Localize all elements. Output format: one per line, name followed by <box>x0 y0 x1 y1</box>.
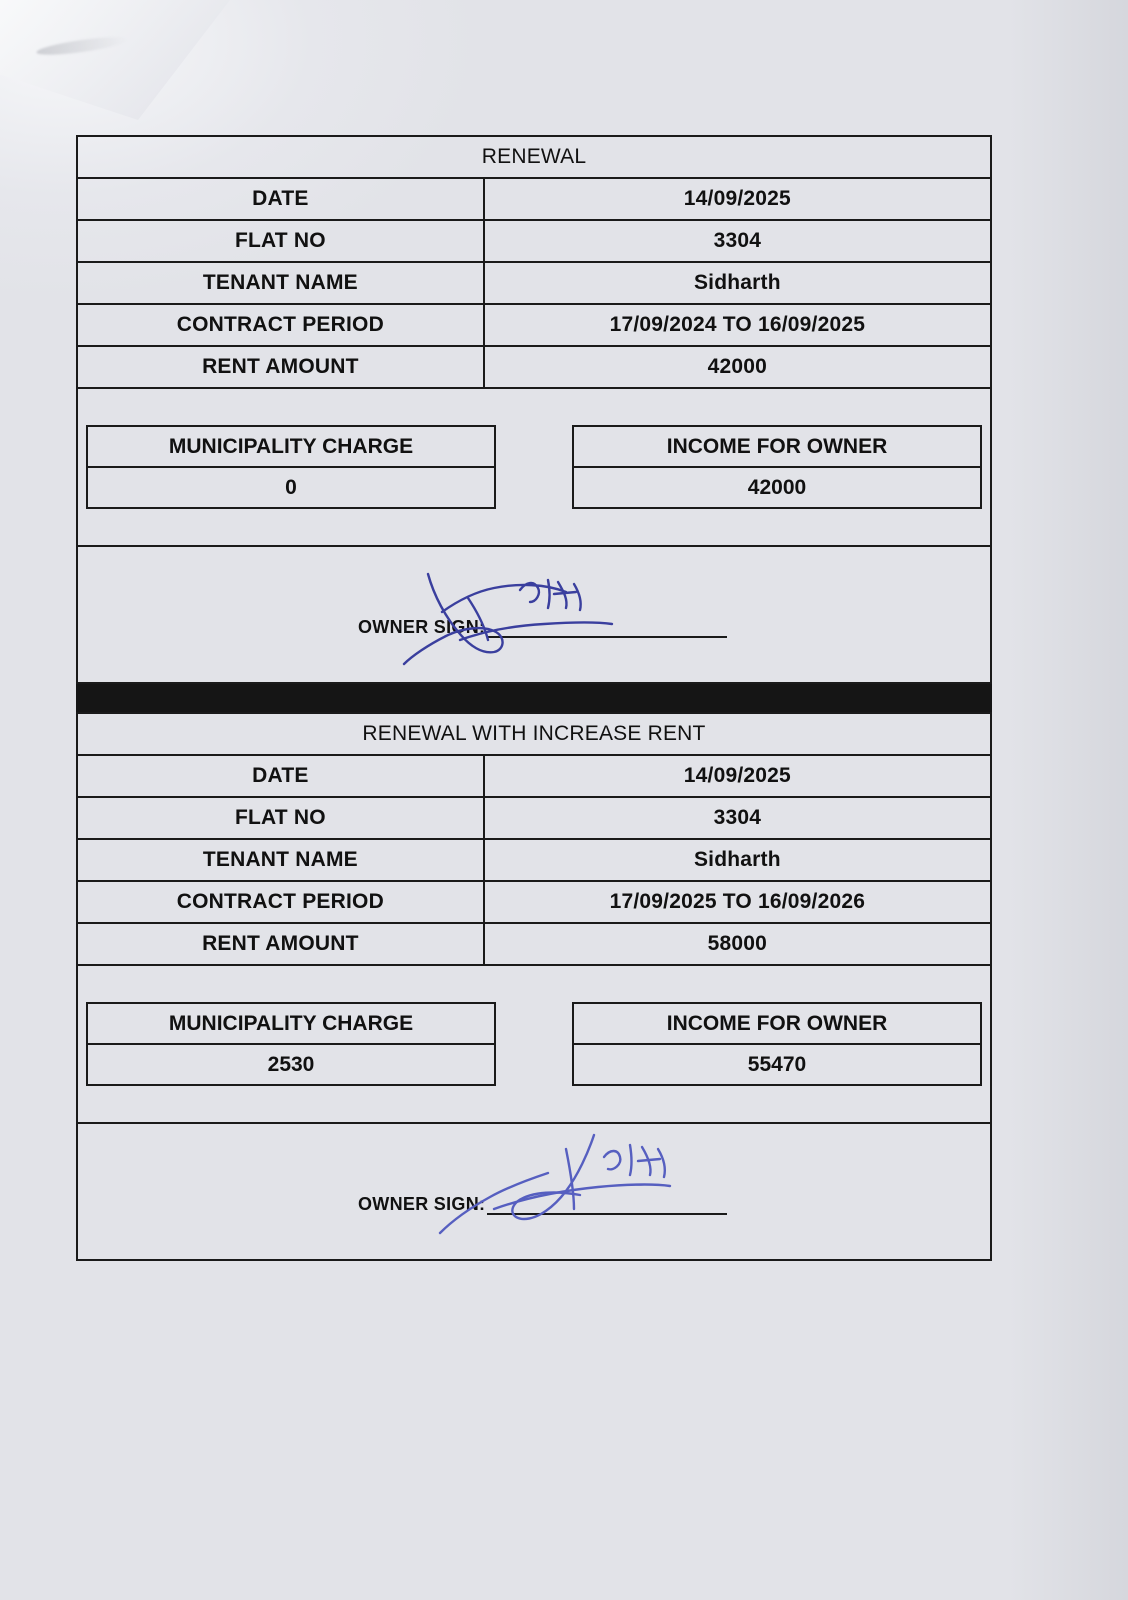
table-row <box>87 1003 495 1044</box>
row-value-flat-no: 3304 <box>484 220 991 262</box>
municipality-charge-value: 0 <box>87 467 495 508</box>
owner-sign-line <box>487 634 727 638</box>
table-row <box>77 178 991 220</box>
paper-right-edge-shadow <box>1008 0 1128 1600</box>
spacer-row <box>77 388 991 419</box>
table-row <box>573 1044 981 1085</box>
spacer-below-charges <box>76 1094 992 1124</box>
municipality-charge-table <box>86 425 496 509</box>
table-row <box>77 881 991 923</box>
row-label-contract-period: CONTRACT PERIOD <box>77 881 484 923</box>
owner-signature-block <box>76 1124 992 1261</box>
row-label-rent-amount: RENT AMOUNT <box>77 346 484 388</box>
row-label-flat-no: FLAT NO <box>77 797 484 839</box>
table-row <box>77 755 991 797</box>
spacer-row <box>77 965 991 996</box>
row-value-tenant-name: Sidharth <box>484 839 991 881</box>
table-row <box>77 346 991 388</box>
section-title: RENEWAL WITH INCREASE RENT <box>77 713 991 755</box>
row-label-tenant-name: TENANT NAME <box>77 839 484 881</box>
owner-signature-block <box>76 547 992 684</box>
table-row-title <box>77 713 991 755</box>
table-row <box>77 839 991 881</box>
document-sheet <box>76 135 992 1261</box>
income-for-owner-value: 42000 <box>573 467 981 508</box>
table-row <box>573 467 981 508</box>
municipality-charge-table <box>86 1002 496 1086</box>
row-label-flat-no: FLAT NO <box>77 220 484 262</box>
renewal-increase-table <box>76 712 992 996</box>
row-value-date: 14/09/2025 <box>484 755 991 797</box>
income-for-owner-table <box>572 1002 982 1086</box>
marker-redaction-bar <box>76 684 992 712</box>
section-title: RENEWAL <box>77 136 991 178</box>
charges-row <box>76 419 992 517</box>
owner-sign-label: OWNER SIGN: <box>358 1194 486 1214</box>
row-value-rent-amount: 42000 <box>484 346 991 388</box>
table-row <box>87 467 495 508</box>
table-row <box>573 426 981 467</box>
spacer-cell <box>77 965 991 996</box>
table-row <box>573 1003 981 1044</box>
renewal-section <box>76 135 992 684</box>
row-label-date: DATE <box>77 755 484 797</box>
row-label-contract-period: CONTRACT PERIOD <box>77 304 484 346</box>
row-value-rent-amount: 58000 <box>484 923 991 965</box>
table-row <box>77 304 991 346</box>
row-value-tenant-name: Sidharth <box>484 262 991 304</box>
table-row <box>77 262 991 304</box>
income-for-owner-value: 55470 <box>573 1044 981 1085</box>
table-row-title <box>77 136 991 178</box>
income-for-owner-table <box>572 425 982 509</box>
row-value-date: 14/09/2025 <box>484 178 991 220</box>
table-row <box>87 1044 495 1085</box>
owner-sign-line <box>487 1211 727 1215</box>
income-for-owner-label: INCOME FOR OWNER <box>573 426 981 467</box>
spacer-below-charges <box>76 517 992 547</box>
row-label-tenant-name: TENANT NAME <box>77 262 484 304</box>
row-label-rent-amount: RENT AMOUNT <box>77 923 484 965</box>
table-row <box>77 923 991 965</box>
row-value-contract-period: 17/09/2025 TO 16/09/2026 <box>484 881 991 923</box>
income-for-owner-label: INCOME FOR OWNER <box>573 1003 981 1044</box>
owner-signature-mark <box>398 1129 758 1249</box>
renewal-with-increase-rent-section <box>76 712 992 1261</box>
municipality-charge-label: MUNICIPALITY CHARGE <box>87 426 495 467</box>
owner-sign-row <box>358 617 727 638</box>
owner-sign-label: OWNER SIGN: <box>358 617 486 637</box>
table-row <box>77 220 991 262</box>
renewal-table <box>76 135 992 419</box>
table-row <box>87 426 495 467</box>
table-row <box>77 797 991 839</box>
row-label-date: DATE <box>77 178 484 220</box>
municipality-charge-label: MUNICIPALITY CHARGE <box>87 1003 495 1044</box>
spacer-cell <box>77 388 991 419</box>
municipality-charge-value: 2530 <box>87 1044 495 1085</box>
owner-sign-row <box>358 1194 727 1215</box>
row-value-contract-period: 17/09/2024 TO 16/09/2025 <box>484 304 991 346</box>
row-value-flat-no: 3304 <box>484 797 991 839</box>
charges-row <box>76 996 992 1094</box>
